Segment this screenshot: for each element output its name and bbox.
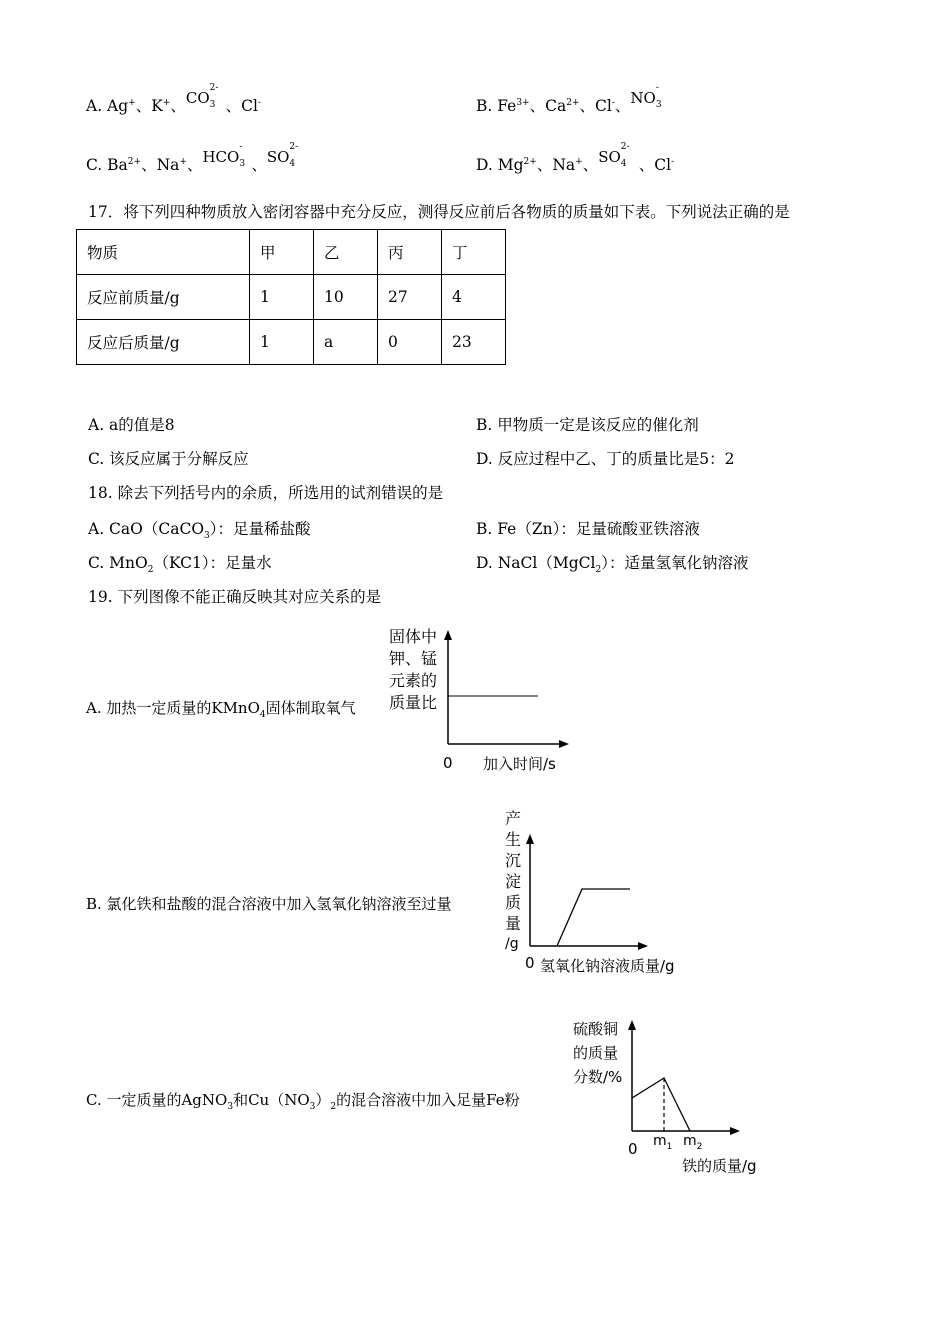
graph-b-x-label: 氢氧化钠溶液质量/g (540, 957, 675, 975)
q16-d-seg1: 、Na (536, 156, 576, 174)
table-header-cell: 甲 (250, 230, 314, 275)
ion-charge: 2- (620, 142, 630, 152)
q16-d-seg2: 、 (582, 156, 599, 174)
q16-c-prefix: C. Ba (86, 156, 128, 174)
q19-a-sub: 4 (259, 710, 266, 720)
table-cell: 23 (442, 320, 506, 365)
q19-c-pre: C. 一定质量的AgNO (86, 1091, 228, 1109)
copper-sulfate-curve (632, 1078, 690, 1131)
y-label-line: 生 (505, 830, 522, 849)
table-cell: 0 (378, 320, 442, 365)
y-label-line: 硫酸铜 (573, 1020, 619, 1038)
m1-text: m (653, 1133, 667, 1149)
y-label-line: 元素的 (389, 671, 438, 690)
y-label-line: 量 (505, 914, 522, 933)
q18-a-sub: 3 (204, 531, 210, 542)
graph-a-origin: 0 (443, 754, 453, 772)
table-header-cell: 丁 (442, 230, 506, 275)
q16-a-tail-charge: - (257, 97, 262, 108)
q16-a-seg1: 、K (135, 97, 163, 115)
q17-stem: 17．将下列四种物质放入密闭容器中充分反应，测得反应前后各物质的质量如下表。下列说法正确的是 (88, 203, 790, 221)
q16-c-seg3: 、 (251, 156, 267, 174)
q18-c-sub: 2 (147, 565, 154, 576)
y-axis-arrow (628, 1020, 636, 1030)
q16-b-seg1: 、Ca (529, 97, 567, 115)
y-label-line: 沉 (505, 851, 522, 870)
q16-b-charge3: - (611, 97, 615, 108)
m2-sub: 2 (696, 1141, 703, 1152)
ion-base: NO (630, 89, 656, 107)
q16-b-charge2: 2+ (566, 97, 580, 108)
y-label-line: 钾、锰 (389, 649, 438, 668)
q16-b-charge1: 3+ (516, 97, 530, 108)
q16-b-seg2: 、Cl (579, 97, 612, 115)
q19-c-post: 的混合溶液中加入足量Fe粉 (336, 1091, 520, 1109)
m2-text: m (683, 1133, 697, 1149)
q18-c-pre: C. MnO (88, 554, 148, 572)
q16-b-prefix: B. Fe (476, 97, 517, 115)
table-cell: a (314, 320, 378, 365)
q18-a-pre: A. CaO（CaCO (88, 520, 205, 538)
q16-c-seg1: 、Na (141, 156, 180, 174)
q16-d-tail: 、Cl (638, 156, 672, 174)
q18-stem: 18. 除去下列括号内的余质，所选用的试剂错误的是 (88, 484, 444, 502)
y-label-line: 的质量 (573, 1044, 619, 1062)
y-label-line: /g (505, 936, 519, 952)
q16-d-prefix: D. Mg (476, 156, 524, 174)
ion-charge: - (655, 83, 659, 93)
ion-subscript: 3 (209, 100, 216, 110)
q19-c-sub3: 2 (330, 1102, 337, 1112)
q16-a-tail: 、Cl (225, 97, 258, 115)
y-label-line: 质量比 (389, 693, 438, 712)
graph-a-x-label: 加入时间/s (483, 755, 556, 773)
q19-c-sub2: 3 (309, 1102, 316, 1112)
table-header-cell: 物质 (77, 230, 250, 275)
q18-option-b[interactable]: B. Fe（Zn）：足量硫酸亚铁溶液 (476, 520, 700, 538)
q19-option-b[interactable]: B. 氯化铁和盐酸的混合溶液中加入氢氧化钠溶液至过量 (86, 895, 452, 913)
q17-option-a[interactable]: A. a的值是8 (88, 416, 175, 434)
ion-charge: 2- (209, 83, 219, 93)
q19-c-mid: 和Cu（NO (233, 1091, 310, 1109)
q19-stem: 19. 下列图像不能正确反映其对应关系的是 (88, 588, 382, 606)
y-label-line: 产 (505, 809, 522, 828)
ion-charge: - (239, 142, 243, 152)
q16-a-charge1: + (128, 97, 136, 108)
ion-base: HCO (202, 148, 240, 166)
ion-charge: 2- (289, 142, 299, 152)
ion-base: SO (598, 148, 621, 166)
q16-d-charge2: + (575, 156, 583, 167)
q17-option-d[interactable]: D. 反应过程中乙、丁的质量比是5：2 (476, 450, 735, 468)
graph-c-x-label: 铁的质量/g (682, 1157, 757, 1175)
graph-c-m2-label (683, 1133, 702, 1152)
q16-c-seg2: 、 (186, 156, 203, 174)
q19-a-post: 固体制取氧气 (265, 699, 356, 717)
ion-subscript: 3 (239, 159, 246, 169)
x-axis-arrow (730, 1127, 740, 1135)
graph-b-origin: 0 (525, 954, 535, 972)
graph-c-origin: 0 (628, 1140, 638, 1158)
q16-b-seg3: 、 (614, 97, 631, 115)
y-label-line: 分数/% (573, 1068, 623, 1086)
q16-c-charge1: 2+ (127, 156, 142, 167)
table-cell: 1 (250, 275, 314, 320)
q17-option-c[interactable]: C. 该反应属于分解反应 (88, 450, 249, 468)
table-cell: 1 (250, 320, 314, 365)
ion-base: CO (185, 89, 210, 107)
q16-a-charge2: + (162, 97, 171, 108)
q16-c-charge2: + (179, 156, 187, 167)
q19-a-pre: A. 加热一定质量的KMnO (86, 699, 260, 717)
table-header-cell: 乙 (314, 230, 378, 275)
ion-subscript: 3 (655, 100, 662, 110)
q17-option-b[interactable]: B. 甲物质一定是该反应的催化剂 (476, 416, 699, 434)
table-cell: 反应后质量/g (77, 320, 250, 365)
q16-a-seg2: 、 (170, 97, 186, 115)
q18-a-post: ）：足量稀盐酸 (209, 520, 311, 538)
q18-d-post: ）：适量氢氧化钠溶液 (601, 554, 749, 572)
q16-d-tail-charge: - (671, 156, 675, 167)
q18-d-pre: D. NaCl（MgCl (476, 554, 596, 572)
y-label-line: 淀 (505, 872, 522, 891)
table-header-cell: 丙 (378, 230, 442, 275)
ion-subscript: 4 (620, 159, 627, 169)
m1-sub: 1 (666, 1141, 673, 1152)
q18-c-post: （KC1）：足量水 (153, 554, 272, 572)
ion-base: SO (266, 148, 290, 166)
table-cell: 4 (442, 275, 506, 320)
ion-subscript: 4 (289, 159, 296, 169)
q18-d-sub: 2 (595, 565, 602, 576)
graph-c-m1-label (653, 1133, 672, 1152)
q16-d-charge1: 2+ (523, 156, 537, 167)
q19-c-mid2: ） (315, 1091, 331, 1109)
y-label-line: 固体中 (389, 627, 438, 646)
table-cell: 27 (378, 275, 442, 320)
q19-c-sub1: 3 (227, 1102, 234, 1112)
table-cell: 反应前质量/g (77, 275, 250, 320)
table-cell: 10 (314, 275, 378, 320)
y-label-line: 质 (505, 893, 522, 912)
q16-a-prefix: A. Ag (86, 97, 129, 115)
